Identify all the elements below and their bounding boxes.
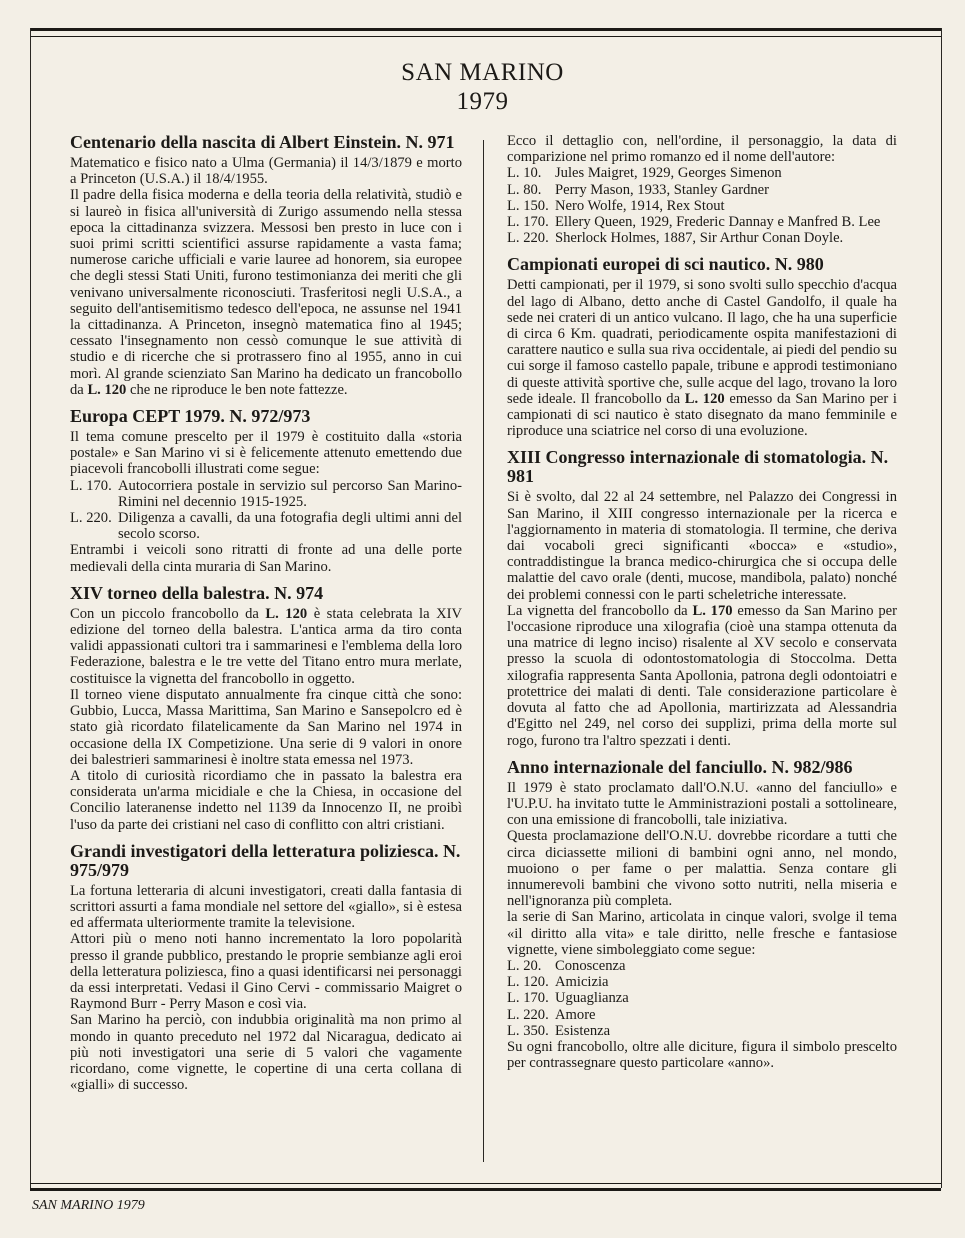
stamp-value: L. 170 <box>692 602 733 619</box>
paragraph <box>507 277 897 439</box>
list-item <box>507 990 897 1006</box>
item-text: Esistenza <box>555 1022 611 1039</box>
section-stomatologia <box>507 448 897 748</box>
item-label: L. 220. <box>70 510 112 527</box>
text-run: emesso da San Marino per i campionati di sci nautico è stato disegnato da mano femminile e riproduce una sciatrice nel corso di una evoluzione. <box>507 390 897 440</box>
paragraph: San Marino ha perciò, con indubbia originalità ma non primo al mondo in quanto preceduto nel 1972 dal Nicaragua, dedicato ai più noti investigatori una serie di 5 valori che vagamente ricordano, come vignette, le copertine di una certa collana di «gialli» di successo. <box>70 1012 462 1094</box>
stamp-value: L. 120 <box>265 605 308 622</box>
section-heading: Campionati europei di sci nautico. N. 980 <box>507 254 824 275</box>
section-fanciullo <box>507 758 897 1072</box>
section-europa-cept <box>70 407 462 575</box>
item-text: Diligenza a cavalli, da una fotografia degli ultimi anni del secolo scorso. <box>118 510 462 543</box>
list-item <box>507 182 897 198</box>
paragraph <box>70 606 462 687</box>
list-item <box>507 198 897 214</box>
text-run: che ne riproduce le ben note fattezze. <box>130 381 348 398</box>
list-item <box>507 974 897 990</box>
list-item <box>507 1007 897 1023</box>
item-label: L. 10. <box>507 165 542 182</box>
item-label: L. 80. <box>507 181 542 198</box>
item-text: Amore <box>555 1006 596 1023</box>
item-label: L. 170. <box>70 477 112 494</box>
item-label: L. 20. <box>507 957 542 974</box>
section-investigatori-list <box>507 133 897 246</box>
paragraph: Entrambi i veicoli sono ritratti di fronte ad una delle porte medievali della cinta muraria di San Marino. <box>70 542 462 575</box>
item-text: Nero Wolfe, 1914, Rex Stout <box>555 197 725 214</box>
section-heading: Anno internazionale del fanciullo. N. 982/986 <box>507 756 853 777</box>
page-title <box>0 58 965 116</box>
text-run: Con un piccolo francobollo da <box>70 605 259 622</box>
text-run: Il padre della fisica moderna e della teoria della relatività, studiò e si laureò in fisica all'università di Zurigo assumendo nella stessa epoca la cittadinanza svizzera. Messosi ben presto in luce con i suoi primi scritti scientifici assurse rapidamente a vasta fama; numerose cariche ufficiali e varie lauree ad honorem, sia europee che degli stessi Stati Uniti, furono testimonianza dei meriti che gli venivano universalmente riconosciuti. Trasferitosi negli U.S.A., a seguito dell'antisemitismo tedesco dell'epoca, ne assunse nel 1941 la cittadinanza. A Princeton, insegnò matematica fino al 1945; cessato l'insegnamento non cessò comunque le sue attività di studio e di ricerche che si protrassero fino al 1955, anno in cui morì. Al grande scienziato San Marino ha dedicato un francobollo da <box>70 187 462 398</box>
list-item <box>507 958 897 974</box>
text-run: è stata celebrata la XIV edizione del torneo della balestra. L'antica arma da tiro conta validi appassionati cultori tra i sammarinesi e l'emblema della loro Federazione, balestra e le tre vette del Titano entro mura merlate, costituisce la vignetta del francobollo in oggetto. <box>70 605 463 687</box>
left-column <box>70 133 462 1102</box>
item-label: L. 150. <box>507 197 549 214</box>
list-item <box>507 214 897 230</box>
stamp-value: L. 120 <box>87 381 127 398</box>
section-heading: Centenario della nascita di Albert Einstein. N. 971 <box>70 132 455 152</box>
paragraph: Attori più o meno noti hanno incrementato la loro popolarità presso il grande pubblico, prestando le proprie sembianze agli eroi della letteratura poliziesca, fino a quasi identificarsi nei personaggi da essi interpretati. Vedasi il Gino Cervi - commissario Maigret o Raymond Burr - Perry Mason e così via. <box>70 931 462 1013</box>
bottom-rule-thick <box>30 1188 941 1191</box>
item-text: Perry Mason, 1933, Stanley Gardner <box>555 181 769 198</box>
bottom-rule-thin <box>30 1183 941 1184</box>
item-label: L. 120. <box>507 974 549 991</box>
paragraph: Il torneo viene disputato annualmente fra cinque città che sono: Gubbio, Lucca, Massa Marittima, San Marino e Sansepolcro ed è stato già ricordato filatelicamente da San Marino nel 1974 in occasione della IX Competizione. Una serie di 9 valori in onore dei balestrieri sammarinesi è inoltre stata emessa nel 1973. <box>70 686 462 768</box>
paragraph: Il 1979 è stato proclamato dall'O.N.U. «anno del fanciullo» e l'U.P.U. ha invitato tutte le Amministrazioni postali a sottolineare, con una emissione di francobolli, tale iniziativa. <box>507 779 897 829</box>
paragraph: La fortuna letteraria di alcuni investigatori, creati dalla fantasia di scrittori assurti a fama mondiale nel settore del «giallo», si è estesa ed affermata ulteriormente tramite la televisione. <box>70 882 462 932</box>
section-heading: Europa CEPT 1979. N. 972/973 <box>70 406 311 427</box>
text-run: emesso da San Marino per l'occasione riproduce una xilografia (cioè una stampa ottenuta da una matrice di legno inciso) risalente al XV secolo e conservata presso la scuola di odontostomatologia di Stoccolma. Detta xilografia rappresenta Santa Apollonia, patrona degli odontoiatri e protettrice dei malati di denti. Tale considerazione particolare è dovuta al fatto che ad Apollonia, martirizzata ad Alessandria d'Egitto nel 249, nel corso dei supplizi, prima della morte sul rogo, furono tra l'altro spezzati i denti. <box>507 602 897 749</box>
item-text: Autocorriera postale in servizio sul percorso San Marino-Rimini nel decennio 1915-1925. <box>118 477 462 510</box>
paragraph <box>70 187 462 398</box>
paragraph: Ecco il dettaglio con, nell'ordine, il personaggio, la data di comparizione nel primo romanzo ed il nome dell'autore: <box>507 133 897 166</box>
paragraph: A titolo di curiosità ricordiamo che in passato la balestra era considerata un'arma micidiale e che la Chiesa, in occasione del Concilio lateranense indetto nel 1139 da Innocenzo II, ne proibì l'uso da parte dei cristiani nel caso di conflitto con altri cristiani. <box>70 767 462 833</box>
text-run: La vignetta del francobollo da <box>507 602 688 619</box>
item-label: L. 170. <box>507 214 549 231</box>
item-text: Ellery Queen, 1929, Frederic Dannay e Manfred B. Lee <box>555 214 881 231</box>
item-label: L. 220. <box>507 1006 549 1023</box>
paragraph: Il tema comune prescelto per il 1979 è costituito dalla «storia postale» e San Marino vi si è felicemente attenuto emettendo due piacevoli francobolli illustrati come segue: <box>70 429 462 478</box>
section-sci-nautico <box>507 255 897 439</box>
stamp-value: L. 120 <box>684 390 725 407</box>
page-footer: SAN MARINO 1979 <box>32 1198 145 1213</box>
paragraph: la serie di San Marino, articolata in cinque valori, svolge il tema «il diritto alla vita» e tale diritto, nelle fresche e fantasiose vignette, viene simboleggiato come segue: <box>507 909 897 958</box>
section-balestra <box>70 584 462 833</box>
paragraph <box>507 603 897 749</box>
item-label: L. 350. <box>507 1022 549 1039</box>
section-heading: XIII Congresso internazionale di stomatologia. N. 981 <box>507 447 889 487</box>
section-heading: XIV torneo della balestra. N. 974 <box>70 582 324 603</box>
list-item <box>70 510 462 542</box>
list-item <box>507 230 897 246</box>
paragraph: Questa proclamazione dell'O.N.U. dovrebbe ricordare a tutti che circa diciassette milioni di bambini ogni anno, nel mondo, muoiono o per fame o per malattia. Senza contare gli innumerevoli bambini che vivono sotto nutriti, nella miseria e nell'ignoranza più completa. <box>507 828 897 910</box>
section-heading: Grandi investigatori della letteratura poliziesca. N. 975/979 <box>70 840 461 880</box>
section-einstein <box>70 133 462 398</box>
paragraph: Su ogni francobollo, oltre alle diciture, figura il simbolo prescelto per contrassegnare questo particolare «anno». <box>507 1038 897 1072</box>
text-run: Detti campionati, per il 1979, si sono svolti sullo specchio d'acqua del lago di Albano, detto anche di Castel Gandolfo, il quale ha sede nei crateri di un antico vulcano. Il lago, che ha una superficie di circa 6 Km. quadrati, periodicamente ospita manifestazioni di carattere nautico e sulla sua riva occidentale, ai piedi del pendio su cui sorge il famoso castello papale, tribune e approdi testimoniano di queste attività sportive che, sulle acque del lago, trovano la loro sede ideale. Il francobollo da <box>507 277 897 407</box>
item-text: Uguaglianza <box>555 990 629 1007</box>
list-item <box>507 1023 897 1039</box>
paragraph: Si è svolto, dal 22 al 24 settembre, nel Palazzo dei Congressi in San Marino, il XIII congresso internazionale per la ricerca e l'aggiornamento in materia di stomatologia. Il termine, che deriva dai vocaboli greci significanti «bocca» e «studio», contraddistingue la branca medico-chirurgica che si occupa delle malattie del cavo orale (denti, mucose, mandibola, palato) nonché dei problemi connessi con le parti scheletriche interessate. <box>507 489 897 603</box>
item-text: Conoscenza <box>555 957 626 974</box>
right-column <box>507 133 897 1080</box>
list-item <box>70 478 462 510</box>
list-item <box>507 165 897 181</box>
title-year: 1979 <box>456 88 509 115</box>
item-text: Amicizia <box>555 974 609 991</box>
item-text: Jules Maigret, 1929, Georges Simenon <box>555 165 782 182</box>
item-label: L. 220. <box>507 230 549 247</box>
column-divider <box>483 140 484 1162</box>
item-text: Sherlock Holmes, 1887, Sir Arthur Conan Doyle. <box>555 230 844 247</box>
section-investigatori <box>70 842 462 1094</box>
title-country: SAN MARINO <box>401 59 564 86</box>
paragraph: Matematico e fisico nato a Ulma (Germania) il 14/3/1879 e morto a Princeton (U.S.A.) il 18/4/1955. <box>70 155 462 188</box>
item-label: L. 170. <box>507 990 549 1007</box>
